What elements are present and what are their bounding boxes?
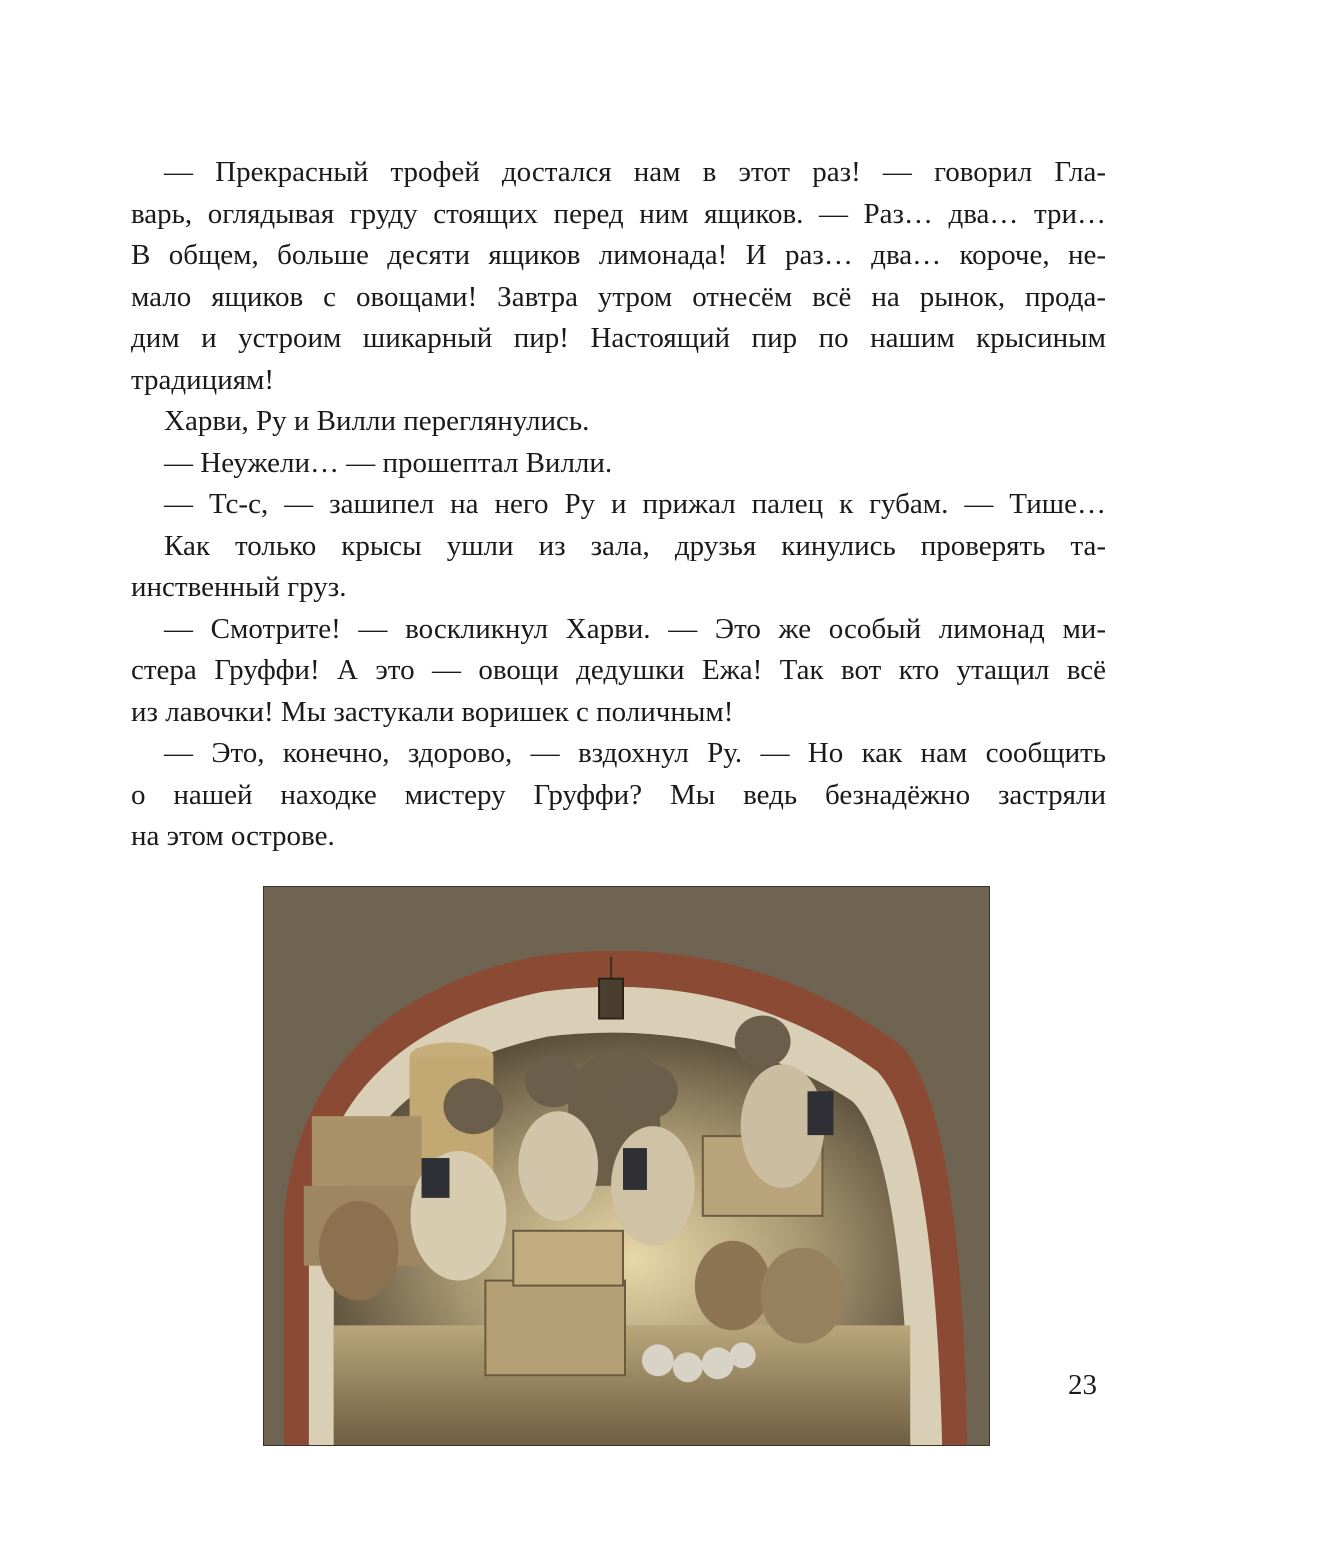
text-line: — Смотрите! — воскликнул Харви. — Это же особый лимонад ми- (164, 612, 1106, 645)
rats-in-cellar-illustration (263, 886, 990, 1446)
text-line: варь, оглядывая груду стоящих перед ним ящиков. — Раз… два… три… (131, 197, 1106, 230)
page-number: 23 (1068, 1369, 1097, 1401)
text-line: — Это, конечно, здорово, — вздохнул Ру. — Но как нам сообщить (164, 737, 1106, 769)
text-line: инственный груз. (131, 571, 347, 603)
text-line: из лавочки! Мы застукали воришек с поличным! (131, 695, 734, 728)
text-line: мало ящиков с овощами! Завтра утром отнесём всё на рынок, прода- (131, 280, 1106, 313)
text-line: — Тс-с, — зашипел на него Ру и прижал палец к губам. — Тише… (164, 488, 1106, 520)
text-line: на этом острове. (131, 820, 335, 852)
text-line: дим и устроим шикарный пир! Настоящий пир по нашим крысиным (131, 322, 1106, 354)
text-line: — Неужели… — прошептал Вилли. (164, 446, 613, 479)
story-text (131, 152, 1106, 858)
text-line: Как только крысы ушли из зала, друзья кинулись проверять та- (164, 529, 1106, 562)
text-line: о нашей находке мистеру Груффи? Мы ведь безнадёжно застряли (131, 778, 1106, 811)
text-line: стера Груффи! А это — овощи дедушки Ежа! Так вот кто утащил всё (131, 654, 1106, 686)
text-line: Харви, Ру и Вилли переглянулись. (164, 405, 590, 437)
text-line: — Прекрасный трофей достался нам в этот раз! — говорил Гла- (164, 156, 1106, 188)
text-line: традициям! (131, 363, 275, 396)
text-line: В общем, больше десяти ящиков лимонада! И раз… два… короче, не- (131, 239, 1106, 271)
